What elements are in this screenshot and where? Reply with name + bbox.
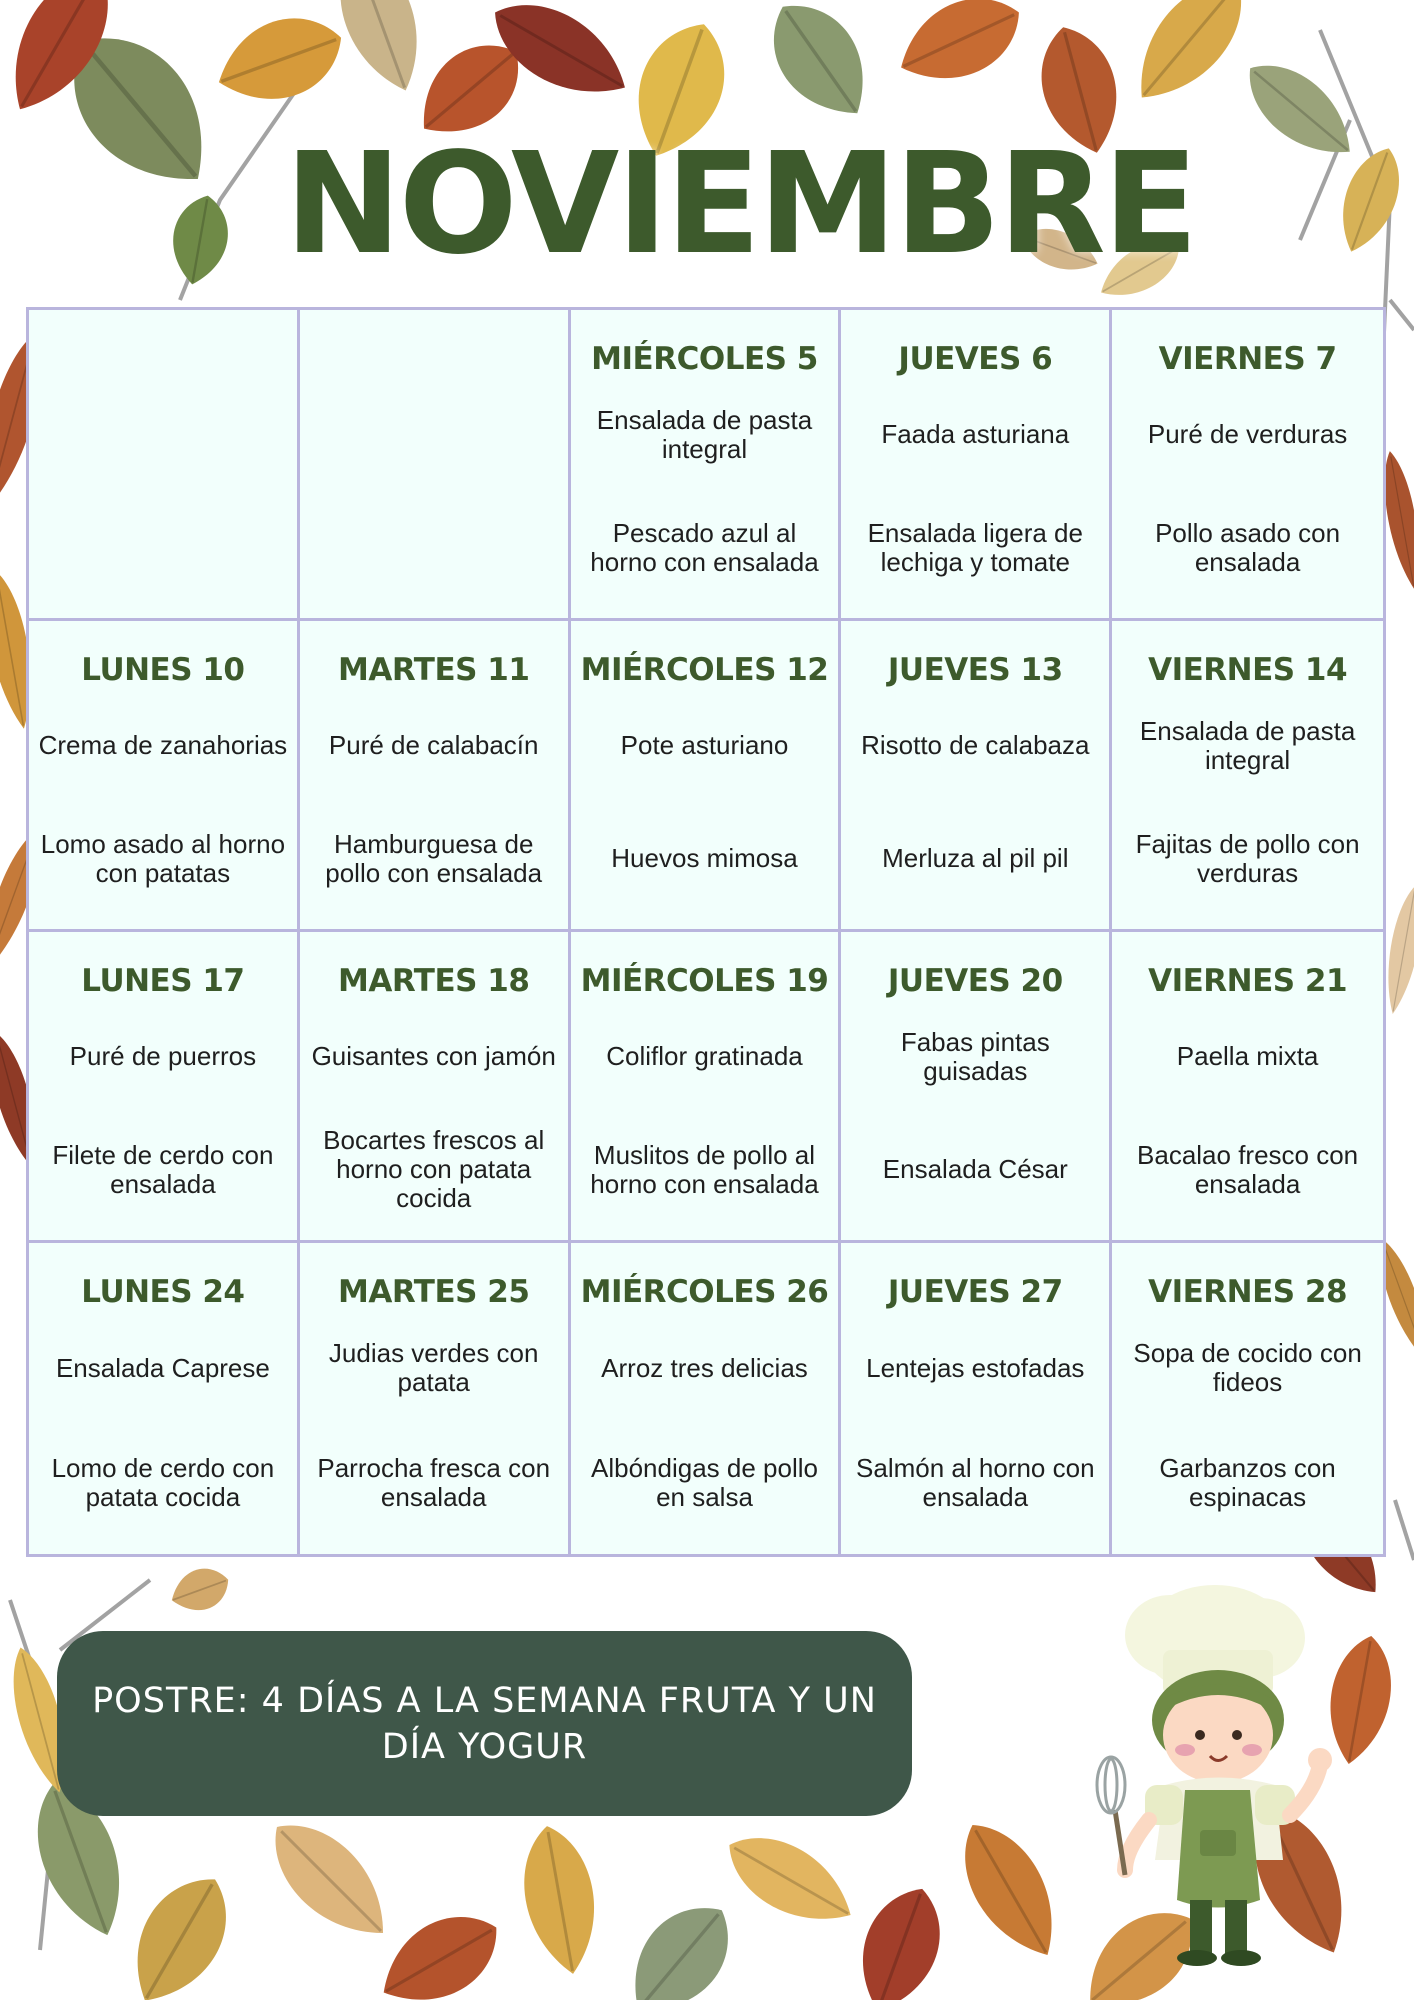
dessert-banner (57, 1631, 912, 1816)
second-course: Huevos mimosa (611, 843, 798, 873)
day-label: MIÉRCOLES 12 (580, 652, 829, 688)
calendar-cell (1112, 932, 1383, 1243)
second-course: Garbanzos con espinacas (1159, 1452, 1336, 1512)
second-course: Bacalao fresco con ensalada (1137, 1139, 1359, 1199)
first-course: Ensalada Caprese (55, 1352, 270, 1383)
day-label: VIERNES 28 (1148, 1274, 1348, 1310)
day-label: MIÉRCOLES 19 (580, 963, 829, 999)
second-course: Filete de cerdo con ensalada (52, 1139, 274, 1199)
calendar-cell (571, 310, 842, 621)
calendar-cell (841, 310, 1112, 621)
second-course: Salmón al horno con ensalada (856, 1452, 1095, 1512)
second-course: Lomo de cerdo con patata cocida (51, 1452, 275, 1512)
second-course: Fajitas de pollo con verduras (1135, 828, 1360, 888)
calendar-cell (571, 621, 842, 932)
day-label: VIERNES 14 (1148, 652, 1348, 688)
day-label: JUEVES 13 (887, 652, 1063, 688)
first-course: Puré de puerros (69, 1041, 257, 1071)
calendar-cell (29, 932, 300, 1243)
day-label: LUNES 17 (81, 963, 245, 999)
first-course: Pote asturiano (620, 730, 789, 760)
calendar-cell (841, 1243, 1112, 1554)
calendar-cell (571, 932, 842, 1243)
first-course: Arroz tres delicias (601, 1352, 808, 1383)
menu-calendar-grid (26, 307, 1386, 1557)
dessert-text: POSTRE: 4 DÍAS A LA SEMANA FRUTA Y UN DÍA YOGUR (92, 1680, 877, 1767)
calendar-cell-empty (300, 310, 571, 621)
second-course: Pescado azul al horno con ensalada (590, 517, 819, 577)
day-label: MARTES 18 (337, 963, 530, 999)
second-course: Muslitos de pollo al horno con ensalada (590, 1139, 819, 1199)
first-course: Ensalada de pasta integral (1139, 715, 1356, 775)
day-label: MIÉRCOLES 5 (591, 341, 818, 377)
first-course: Guisantes con jamón (311, 1041, 556, 1071)
first-course: Fabas pintas guisadas (900, 1026, 1050, 1086)
calendar-cell (1112, 310, 1383, 621)
day-label: MIÉRCOLES 26 (580, 1274, 829, 1310)
first-course: Crema de zanahorias (38, 730, 288, 760)
day-label: MARTES 25 (337, 1274, 530, 1310)
calendar-cell (841, 932, 1112, 1243)
first-course: Judias verdes con patata (328, 1338, 539, 1398)
page-title: NOVIEMBRE (284, 123, 1196, 286)
first-course: Risotto de calabaza (861, 730, 1090, 760)
day-label: JUEVES 20 (887, 963, 1063, 999)
second-course: Ensalada César (882, 1154, 1068, 1184)
second-course: Merluza al pil pil (882, 843, 1069, 873)
second-course: Parrocha fresca con ensalada (317, 1452, 551, 1512)
chef-girl-illustration (1085, 1560, 1355, 1990)
second-course: Albóndigas de pollo en salsa (591, 1452, 818, 1512)
calendar-cell (300, 932, 571, 1243)
calendar-cell (300, 1243, 571, 1554)
day-label: JUEVES 6 (898, 341, 1053, 377)
second-course: Ensalada ligera de lechiga y tomate (867, 517, 1083, 577)
calendar-cell (841, 621, 1112, 932)
second-course: Pollo asado con ensalada (1155, 517, 1341, 577)
calendar-cell-empty (29, 310, 300, 621)
first-course: Puré de calabacín (328, 730, 539, 760)
day-label: LUNES 10 (81, 652, 245, 688)
day-label: MARTES 11 (337, 652, 530, 688)
first-course: Paella mixta (1176, 1041, 1319, 1071)
calendar-cell (29, 1243, 300, 1554)
first-course: Puré de verduras (1147, 419, 1348, 449)
second-course: Bocartes frescos al horno con patata cocida (323, 1125, 545, 1213)
calendar-cell (571, 1243, 842, 1554)
calendar-cell (29, 621, 300, 932)
first-course: Ensalada de pasta integral (596, 404, 813, 464)
first-course: Lentejas estofadas (866, 1352, 1085, 1383)
day-label: LUNES 24 (81, 1274, 245, 1310)
first-course: Coliflor gratinada (606, 1041, 803, 1071)
first-course: Faada asturiana (881, 419, 1070, 449)
day-label: JUEVES 27 (887, 1274, 1063, 1310)
second-course: Lomo asado al horno con patatas (40, 828, 286, 888)
calendar-cell (1112, 1243, 1383, 1554)
day-label: VIERNES 21 (1148, 963, 1348, 999)
calendar-cell (300, 621, 571, 932)
second-course: Hamburguesa de pollo con ensalada (325, 828, 543, 888)
calendar-cell (1112, 621, 1383, 932)
first-course: Sopa de cocido con fideos (1133, 1338, 1362, 1398)
day-label: VIERNES 7 (1158, 341, 1337, 377)
